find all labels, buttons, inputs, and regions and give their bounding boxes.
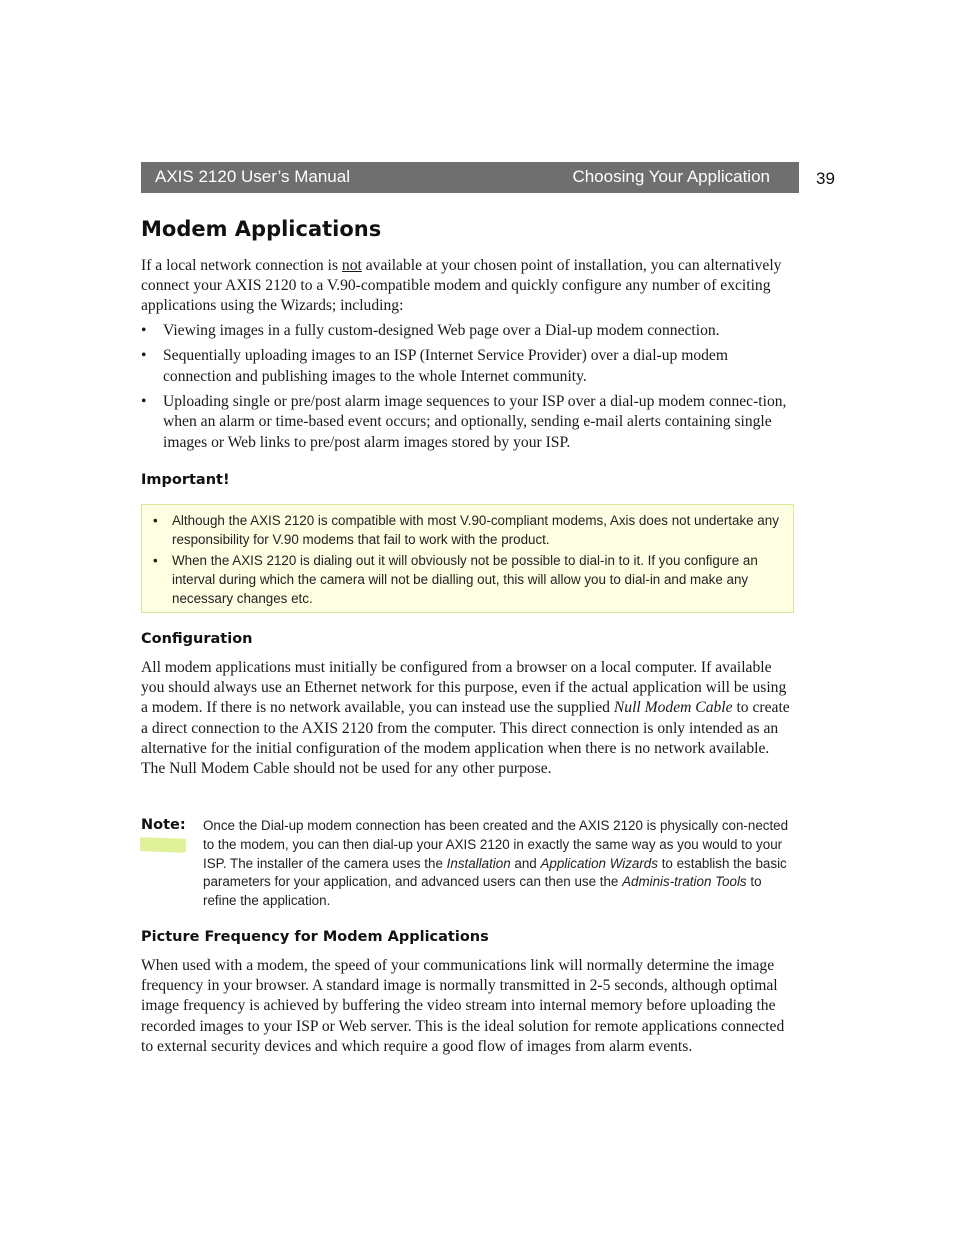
note-emphasis: Application Wizards	[540, 855, 658, 871]
important-list	[142, 505, 793, 608]
note-emphasis: Adminis-tration Tools	[622, 874, 747, 890]
page-heading: Modem Applications	[141, 217, 382, 241]
note-text-part: Once the Dial-up modem connection has been created and the AXIS 2120 is physically con-nected to the modem, you can then dial-up your AXIS 2120 in exactly the same way as you would to your ISP. The installer of the camera uses the	[203, 818, 789, 871]
intro-text-start: If a local network connection is	[141, 257, 342, 274]
picture-frequency-paragraph: When used with a modem, the speed of your communications link will normally determine the image frequency in your browser. A standard image is normally transmitted in 2-5 seconds, although optimal image frequency is achieved by buffering the video stream into internal memory before uploading the recorded images to your ISP or Web server. This is the ideal solution for remote applications connected to external security devices and which require a good flow of images from alarm events.	[141, 957, 785, 1055]
list-item: • Although the AXIS 2120 is compatible with most V.90-compliant modems, Axis does not undertake any responsibility for V.90 modems that fail to work with the product.	[150, 511, 783, 549]
note-text-part: and	[510, 855, 541, 871]
intro-emphasis: not	[341, 257, 362, 274]
configuration-text-start: All modem applications must initially be configured from a browser on a local computer. If available you should always use an Ethernet network for this purpose, even if the actual application will be using a modem. If there is no network available, you can instead use the supplied	[141, 659, 787, 717]
configuration-emphasis: Null Modem Cable	[613, 699, 733, 717]
configuration-paragraph	[141, 658, 793, 779]
list-item: • When the AXIS 2120 is dialing out it will obviously not be possible to dial-in to it. If you configure an interval during which the camera will not be dialling out, this will allow you to dial-in and make any necessary changes etc.	[150, 551, 783, 608]
manual-title: AXIS 2120 User’s Manual	[155, 167, 350, 186]
intro-paragraph	[141, 256, 793, 317]
list-item: • Sequentially uploading images to an ISP (Internet Service Provider) over a dial-up modem connection and publishing images to the whole Internet community.	[141, 346, 793, 387]
section-title: Choosing Your Application	[572, 167, 770, 186]
note-text-part: to refine the application.	[203, 874, 762, 909]
list-item: • Uploading single or pre/post alarm image sequences to your ISP over a dial-up modem connec-tion, when an alarm or time-based event occurs; and optionally, sending e-mail alerts containing single images or Web links to pre/post alarm images stored by your ISP.	[141, 392, 793, 454]
note-text-part: to establish the basic parameters for your application, and advanced users can then use the	[203, 855, 787, 890]
important-box	[141, 504, 794, 613]
configuration-heading: Configuration	[141, 631, 253, 647]
important-heading: Important!	[141, 472, 230, 488]
application-list	[141, 321, 793, 458]
note-emphasis: Installation	[446, 855, 511, 871]
note-label: Note:	[141, 817, 186, 833]
list-item: • Viewing images in a fully custom-designed Web page over a Dial-up modem connection.	[141, 321, 793, 342]
configuration-text-end: to create a direct connection to the AXIS 2120 from the computer. This direct connection is only intended as an alternative for the initial configuration of the modem application when there is no network available. The Null Modem Cable should not be used for any other purpose.	[141, 699, 790, 778]
intro-text-end: available at your chosen point of installation, you can alternatively connect your AXIS 2120 to a V.90-compatible modem and quickly configure any number of exciting applications using the Wizards; including:	[141, 257, 782, 315]
page-number: 39	[816, 169, 835, 188]
page-header-bar	[141, 162, 799, 193]
picture-frequency-heading: Picture Frequency for Modem Applications	[141, 929, 489, 945]
note-text	[203, 817, 797, 911]
note-highlight	[140, 837, 186, 853]
